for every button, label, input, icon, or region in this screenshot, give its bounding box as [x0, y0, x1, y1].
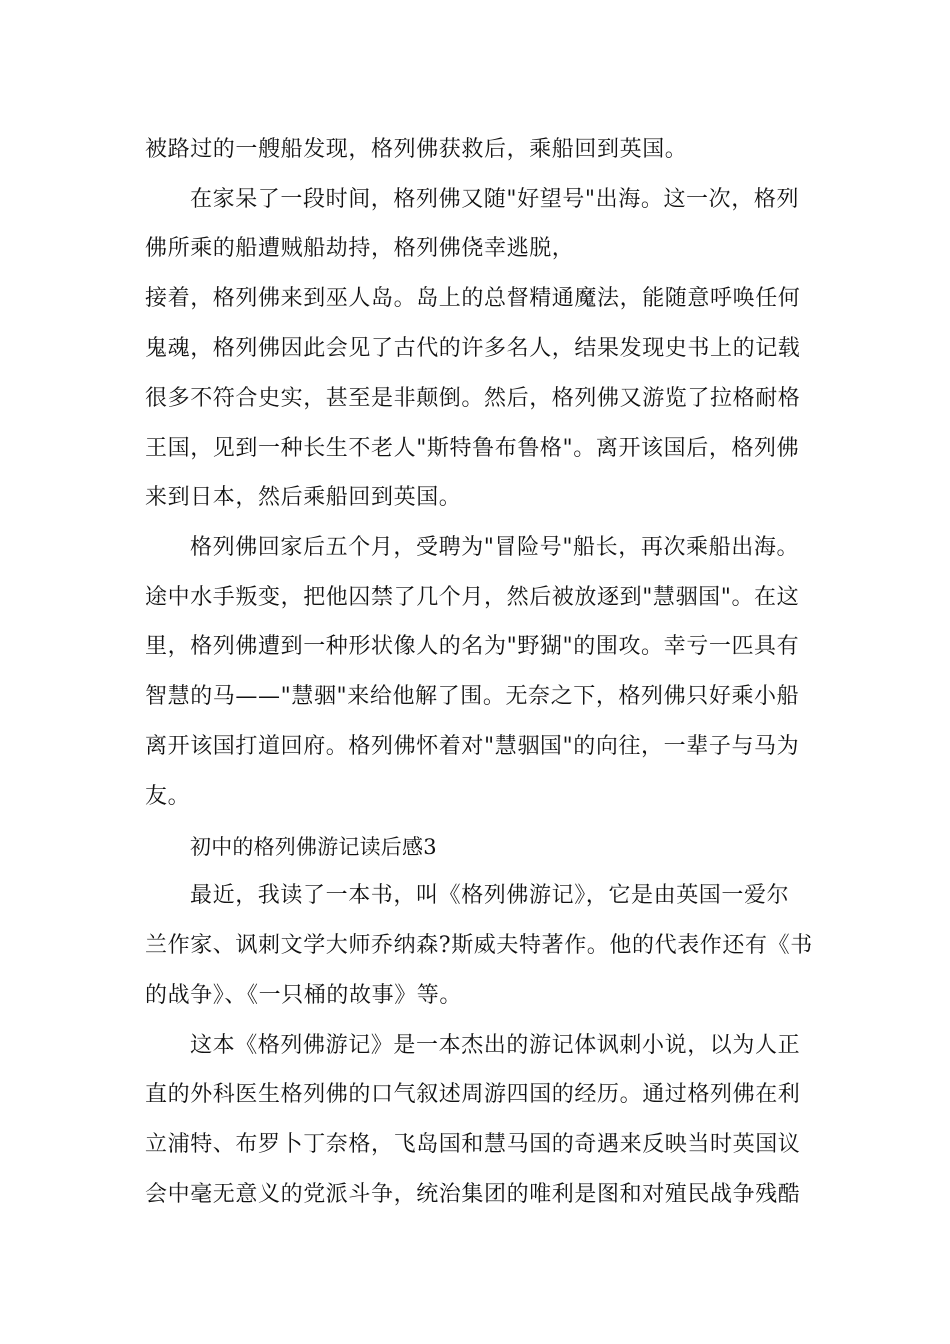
text-line: 来到日本，然后乘船回到英国。 — [145, 485, 462, 510]
text-line: 这本《格列佛游记》是一本杰出的游记体讽刺小说，以为人正 — [190, 1033, 801, 1058]
text-line: 友。 — [145, 784, 191, 809]
text-line: 被路过的一艘船发现，格列佛获救后，乘船回到英国。 — [145, 137, 688, 162]
text-line: 会中毫无意义的党派斗争，统治集团的唯利是图和对殖民战争残酷 — [145, 1182, 801, 1207]
text-line: 格列佛回家后五个月，受聘为"冒险号"船长，再次乘船出海。 — [190, 535, 800, 560]
text-line: 离开该国打道回府。格列佛怀着对"慧骃国"的向往，一辈子与马为 — [145, 734, 800, 759]
text-line: 佛所乘的船遭贼船劫持，格列佛侥幸逃脱， — [145, 236, 575, 261]
text-line: 很多不符合史实，甚至是非颠倒。然后，格列佛又游览了拉格耐格 — [145, 386, 801, 411]
text-line: 鬼魂，格列佛因此会见了古代的许多名人，结果发现史书上的记载 — [145, 336, 801, 361]
text-line: 直的外科医生格列佛的口气叙述周游四国的经历。通过格列佛在利 — [145, 1082, 801, 1107]
text-line: 的战争》、《一只桶的故事》等。 — [145, 983, 463, 1008]
section-heading: 初中的格列佛游记读后感3 — [190, 835, 437, 859]
text-line: 王国，见到一种长生不老人"斯特鲁布鲁格"。离开该国后，格列佛 — [145, 436, 800, 461]
text-line: 立浦特、布罗卜丁奈格，飞岛国和慧马国的奇遇来反映当时英国议 — [145, 1132, 801, 1157]
text-line: 兰作家、讽刺文学大师乔纳森?斯威夫特著作。他的代表作还有《书 — [145, 933, 813, 958]
text-line: 接着，格列佛来到巫人岛。岛上的总督精通魔法，能随意呼唤任何 — [145, 286, 801, 311]
text-line: 最近，我读了一本书，叫《格列佛游记》，它是由英国一爱尔 — [190, 883, 790, 908]
text-line: 在家呆了一段时间，格列佛又随"好望号"出海。这一次，格列 — [190, 187, 800, 212]
text-line: 途中水手叛变，把他囚禁了几个月，然后被放逐到"慧骃国"。在这 — [145, 585, 800, 610]
text-line: 智慧的马——"慧骃"来给他解了围。无奈之下，格列佛只好乘小船 — [145, 684, 800, 709]
text-line: 里，格列佛遭到一种形状像人的名为"野猢"的围攻。幸亏一匹具有 — [145, 634, 800, 659]
